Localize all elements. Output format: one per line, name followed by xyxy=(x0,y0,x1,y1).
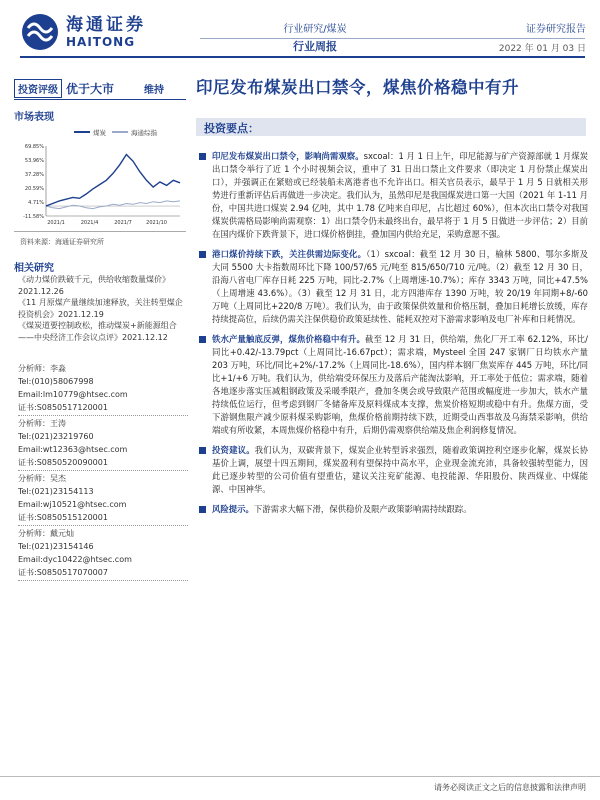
keypoint-paragraph xyxy=(196,150,588,241)
analyst-email[interactable]: Email:wt12363@htsec.com xyxy=(18,445,128,454)
x-tick-label: 2021/7 xyxy=(114,220,132,226)
source-divider xyxy=(14,231,186,232)
rating-value: 优于大市 xyxy=(66,81,115,96)
logo-en-text: HAITONG xyxy=(66,35,136,49)
y-tick-label: -11.58% xyxy=(23,214,44,220)
related-item[interactable]: 《动力煤价跌破千元，供给收缩数量煤价》2021.12.26 xyxy=(18,275,170,296)
report-kind: 证券研究报告 xyxy=(526,24,586,35)
analyst-cert: 证书:S0850517120001 xyxy=(18,403,108,412)
analyst-cert: 证书:S0850517070007 xyxy=(18,568,108,577)
analyst-tel: Tel:(021)23154146 xyxy=(18,542,94,551)
analyst-list xyxy=(18,362,188,582)
company-logo xyxy=(20,12,146,52)
square-bullet-icon xyxy=(199,506,206,513)
keypoint-paragraph xyxy=(196,333,588,437)
related-item[interactable]: 《煤炭道要控制政松，推动煤炭+新能源组合——中央经济工作会议点评》2021.12.12 xyxy=(18,321,177,342)
y-tick-label: 37.28% xyxy=(24,172,44,178)
footer-divider xyxy=(0,776,600,777)
paragraph-text: sxcoal：1 月 1 日上午，印尼能源与矿产资源部就 1 月煤炭出口禁令举行了近 1 个小时视频会议，重申了 31 日出口禁止文件要求（即决定 1 月份禁止煤炭出口），并强调正在紧赔或已经装船未离港者也不允许出口。相关官员表示，最早于 1 月 5 日就相关形势进行重新评估后再做进一步决定。我们认为，虽然印尼是我国煤炭进口第一大国（2021 年 1-11 月份，中国共进口煤炭 2.94 亿吨，其中 1.78 亿吨来自印尼，占比超过 60%），但本次出口禁令对我国煤炭供需格局影响尚需观察：1）出口禁令仍未最终出台，最早将于 1 月 5 日做进一步评估；2）目前在国内煤价下跌背景下，进口煤价格倒挂，叠加国内供给充足，采购意愿不强。 xyxy=(212,151,589,239)
legend-label-coal: 煤炭 xyxy=(93,129,106,137)
analyst-name: 分析师：李淼 xyxy=(18,364,66,373)
y-tick-label: 4.71% xyxy=(28,200,44,206)
y-tick-label: 69.85% xyxy=(24,144,44,150)
analyst-name: 分析师：王涛 xyxy=(18,419,66,428)
logo-cn-text: 海通证券 xyxy=(66,15,146,35)
report-category: 行业研究/煤炭 xyxy=(283,24,347,35)
analyst-cert: 证书:S0850520090001 xyxy=(18,458,108,467)
paragraph-text: 我们认为，双碳背景下，煤炭企业转型诉求强烈，随着政策调控利空逐步化解，煤炭长协基价上调，展望十四五期间，煤炭盈利有望保持中高水平，企业现金流充沛，具备较强转型能力，因此已逐步转型的公司价值有望重估，建议关注兖矿能源、电投能源、华阳股份、陕西煤业、中煤能源、中国神华。 xyxy=(212,445,588,494)
related-item[interactable]: 《11 月原煤产量继续加速释放，关注转型煤企投资机会》2021.12.19 xyxy=(18,298,183,319)
rating-status: 维持 xyxy=(144,84,165,96)
analyst-card xyxy=(18,417,188,471)
analyst-card xyxy=(18,362,188,416)
y-tick-label: 53.96% xyxy=(24,158,44,164)
analyst-email[interactable]: Email:lm10779@htsec.com xyxy=(18,390,128,399)
rating-label: 投资评级 xyxy=(14,79,62,98)
x-tick-label: 2021/1 xyxy=(47,220,65,226)
square-bullet-icon xyxy=(199,447,206,454)
header-divider xyxy=(200,38,585,39)
header-right xyxy=(456,20,586,54)
header-center xyxy=(240,20,390,54)
related-section-title: 相关研究 xyxy=(14,263,54,274)
x-tick-label: 2021/4 xyxy=(80,220,99,226)
rating-box xyxy=(14,79,164,97)
analyst-email[interactable]: Email:dyc10422@htsec.com xyxy=(18,555,132,564)
market-chart xyxy=(14,124,186,230)
rating-underline xyxy=(14,99,186,100)
paragraph-heading: 印尼发布煤炭出口禁令，影响尚需观察。 xyxy=(212,151,364,161)
market-section-title: 市场表现 xyxy=(14,112,54,123)
keypoints-title: 投资要点： xyxy=(204,122,259,135)
keypoint-paragraph xyxy=(196,503,588,516)
haitong-logo-icon xyxy=(20,12,60,52)
report-date: 2022 年 01 月 03 日 xyxy=(498,44,586,54)
y-tick-label: 20.59% xyxy=(24,186,44,192)
series-line-index xyxy=(46,201,180,209)
paragraph-heading: 港口煤价持续下跌，关注供需边际变化。 xyxy=(212,249,367,259)
chart-source: 资料来源：海通证券研究所 xyxy=(20,238,104,246)
analyst-tel: Tel:(021)23154113 xyxy=(18,487,94,496)
x-tick-label: 2021/10 xyxy=(146,220,167,226)
paragraph-heading: 铁水产量触底反弹，煤焦价格稳中有升。 xyxy=(212,334,365,344)
paragraph-heading: 投资建议。 xyxy=(212,445,255,455)
related-list xyxy=(18,274,188,343)
report-title: 印尼发布煤炭出口禁令，煤焦价格稳中有升 xyxy=(196,78,519,97)
analyst-tel: Tel:(021)23219760 xyxy=(18,432,94,441)
paragraph-heading: 风险提示。 xyxy=(212,504,254,514)
legend-label-index: 海通综指 xyxy=(131,129,157,137)
paragraph-text: 下游需求大幅下滑，保供稳价及限产政策影响需持续跟踪。 xyxy=(253,504,472,514)
report-type: 行业周报 xyxy=(293,40,337,53)
analyst-cert: 证书:S0850515120001 xyxy=(18,513,108,522)
analyst-card xyxy=(18,472,188,526)
keypoints-body xyxy=(196,150,588,523)
keypoint-paragraph xyxy=(196,444,588,496)
paragraph-text: 截至 12 月 31 日，供给端，焦化厂开工率 62.12%，环比/同比+0.42/-13.79pct（上周同比-16.67pct）；需求端，Mysteel 全国 247 家钢厂日均铁水产量 203 万吨，环比/同比+2%/-17.2%（上周同比-18.6%），国内样本钢厂焦炭库存 445 万吨，环比/同比+1/+6 万吨。我们认为，供给端受环保压力及落后产能淘汰影响，开工率处于低位；需求端，随着各地逐步落实压减粗钢政策及采暖季限产，叠加冬奥会或导致限产范围或幅度进一步加大，铁水产量持续低位运行，但考虑到钢厂冬储备库及原料煤成本支撑，焦炭价格短期或稳中有升。焦煤方面，受下游钢焦限产减少原料煤采购影响，焦煤价格前期持续下跌，近期受山西事故及乌海禁采影响，供给端或有所收紧，本周焦煤价格稳中有升，后期仍需观察供给端及焦企利润修复情况。 xyxy=(212,334,589,435)
analyst-tel: Tel:(010)58067998 xyxy=(18,377,94,386)
square-bullet-icon xyxy=(199,153,206,160)
analyst-card xyxy=(18,527,188,581)
analyst-name: 分析师：吴杰 xyxy=(18,474,66,483)
header-rule xyxy=(20,56,585,58)
analyst-email[interactable]: Email:wj10521@htsec.com xyxy=(18,500,127,509)
analyst-name: 分析师：戴元灿 xyxy=(18,529,74,538)
square-bullet-icon xyxy=(199,336,206,343)
square-bullet-icon xyxy=(199,251,206,258)
keypoint-paragraph xyxy=(196,248,588,326)
footer-disclaimer: 请务必阅读正文之后的信息披露和法律声明 xyxy=(434,783,586,792)
series-line-coal xyxy=(46,155,180,207)
paragraph-text: （1）sxcoal：截至 12 月 30 日，榆林 5800、鄂尔多斯及大同 5500 大卡指数周环比下降 100/57/65 元/吨至 815/650/710 元/吨。（2）截至 12 月 30 日，沿海八省电厂库存日耗 225 万吨，同比-2.7%（上周增速-10.7%）；库存 3343 万吨，同比+47.5%（上周增速 43.6%）。（3）截至 12 月 31 日，北方四港库存 1390 万吨，较 20/19 年同期+8/-60 万吨（上周同比+220/8 万吨）。我们认为，由于政策保供效量和价格压制，叠加日耗增长放缓，库存持续提高位，后续仍需关注保供稳价政策延续性、能耗双控对下游需求影响及电厂补库和日耗情况。 xyxy=(212,249,589,324)
